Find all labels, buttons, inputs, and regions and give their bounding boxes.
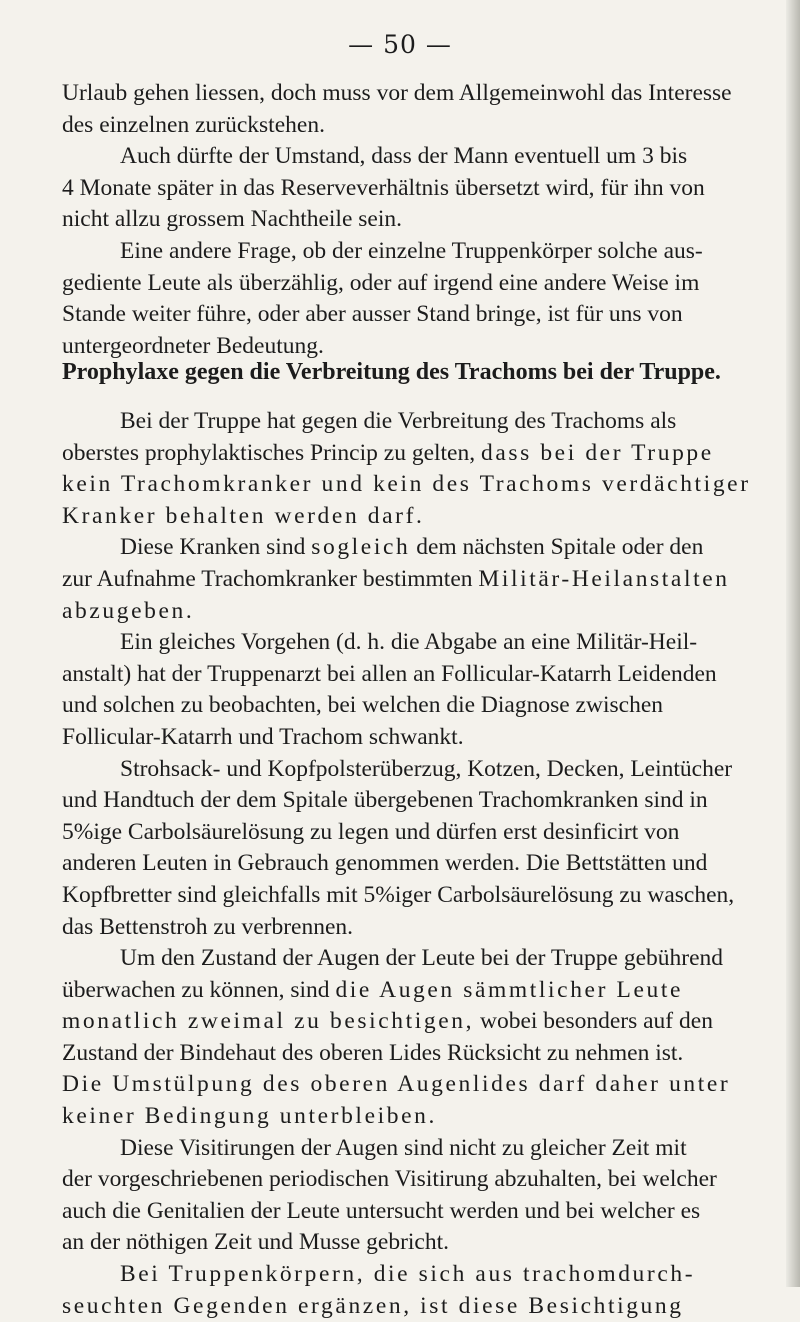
text-line [62, 438, 764, 470]
text-line [62, 532, 764, 564]
text-line: Um den Zustand der Augen der Leute bei der Truppe gebührend [120, 945, 724, 972]
text-line: kein Trachomkranker und kein des Trachoms verdächtiger [62, 471, 751, 498]
text-line: Follicular-Katarrh und Trachom schwankt. [62, 723, 464, 750]
text-span: Diese Kranken sind [120, 534, 312, 561]
text-line: Diese Visitirungen der Augen sind nicht zu gleicher Zeit mit [120, 1134, 687, 1161]
text-line: Bei der Truppe hat gegen die Verbreitung des Trachoms als [120, 408, 677, 434]
text-line: abzugeben. [62, 597, 195, 624]
text-line: auch die Genitalien der Leute untersucht werden und bei welcher es [62, 1197, 701, 1224]
text-line: und Handtuch der dem Spitale übergebenen Trachomkranken sind in [62, 787, 708, 814]
text-line: anstalt) hat der Truppenarzt bei allen an Follicular-Katarrh Leidenden [62, 660, 717, 687]
text-line: 4 Monate später in das Reserveverhältnis übersetzt wird, für ihn von [62, 174, 705, 201]
text-span: oberstes prophylaktisches Princip zu gelten, [62, 439, 481, 466]
text-line [62, 975, 764, 1007]
text-line: 5%ige Carbolsäurelösung zu legen und dürfen erst desinficirt von [62, 818, 680, 845]
text-line: nicht allzu grossem Nachtheile sein. [62, 206, 402, 233]
text-line [62, 564, 764, 596]
spaced-emphasis: Militär-Heilanstalten [478, 565, 730, 592]
text-line: gediente Leute als überzählig, oder auf irgend eine andere Weise im [62, 269, 700, 296]
text-line: untergeordneter Bedeutung. [62, 332, 324, 359]
text-line: Kopfbretter sind gleichfalls mit 5%iger Carbolsäurelösung zu waschen, [62, 881, 735, 908]
text-line: seuchten Gegenden ergänzen, ist diese Besichtigung [62, 1292, 684, 1319]
section-heading: Prophylaxe gegen die Verbreitung des Trachoms bei der Truppe. [62, 359, 721, 385]
intro-paragraphs [62, 78, 764, 362]
text-line: der vorgeschriebenen periodischen Visitirung abzuhalten, bei welcher [62, 1166, 717, 1193]
text-line: Eine andere Frage, ob der einzelne Truppenkörper solche aus- [120, 237, 703, 264]
text-span: zur Aufnahme Trachomkranker bestimmten [62, 565, 479, 592]
page-edge-shadow [786, 0, 800, 1287]
spaced-emphasis: die Augen sämmtlicher Leute [335, 976, 683, 1003]
text-line: Strohsack- und Kopfpolsterüberzug, Kotzen, Decken, Leintücher [120, 755, 733, 782]
spaced-emphasis: monatlich zweimal zu besichtigen, [62, 1008, 475, 1035]
text-line [62, 1006, 764, 1038]
text-span: überwachen zu können, sind [62, 976, 336, 1003]
section-body [62, 406, 764, 1322]
page-number: — 50 — [348, 30, 452, 59]
text-line: Kranker behalten werden darf. [62, 502, 425, 529]
text-line: Stande weiter führe, oder aber ausser Stand bringe, ist für uns von [62, 301, 683, 328]
spaced-emphasis: dass bei der Truppe [480, 439, 714, 466]
text-line: Urlaub gehen liessen, doch muss vor dem Allgemeinwohl das Interesse [62, 80, 732, 106]
text-line: Die Umstülpung des oberen Augenlides darf daher unter [62, 1071, 731, 1098]
text-span: dem nächsten Spitale oder den [410, 534, 704, 561]
text-line: Bei Truppenkörpern, die sich aus trachomdurch- [120, 1261, 696, 1288]
text-span: wobei besonders auf den [474, 1008, 713, 1035]
spaced-emphasis: sogleich [311, 534, 411, 561]
text-line: an der nöthigen Zeit und Musse gebricht. [62, 1229, 450, 1256]
text-line: und solchen zu beobachten, bei welchen die Diagnose zwischen [62, 692, 663, 719]
text-line: keiner Bedingung unterbleiben. [62, 1103, 437, 1130]
text-line: anderen Leuten in Gebrauch genommen werden. Die Bettstätten und [62, 850, 708, 877]
text-line: Auch dürfte der Umstand, dass der Mann eventuell um 3 bis [120, 143, 688, 170]
text-line: Zustand der Bindehaut des oberen Lides Rücksicht zu nehmen ist. [62, 1039, 684, 1066]
text-line: Ein gleiches Vorgehen (d. h. die Abgabe an eine Militär-Heil- [120, 629, 698, 656]
text-line: des einzelnen zurückstehen. [62, 111, 325, 138]
text-line: das Bettenstroh zu verbrennen. [62, 913, 354, 940]
